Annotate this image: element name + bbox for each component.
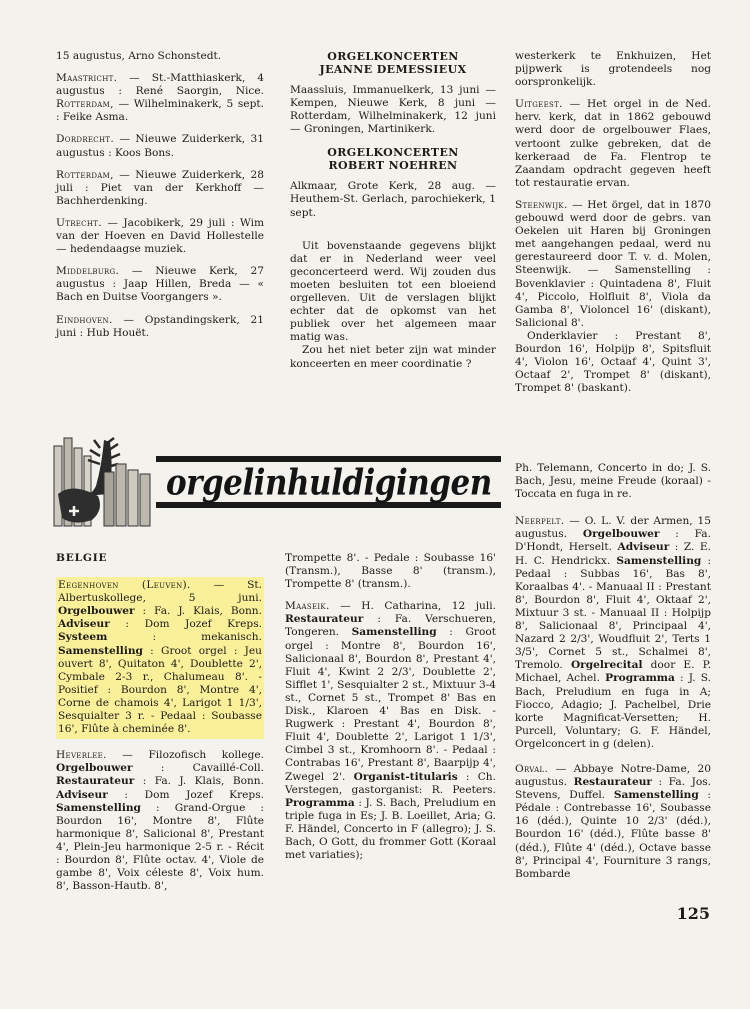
concert-entry	[56, 314, 264, 340]
entry-text: : Groot orgel : Jeu ouvert 8', Quitaton 4', Doublette 2', Cymbale 2-3 r., Chalumeau 8'. - Positief : Bourdon 8', Montre 4', Corne de chamois 4', Larigot 1 1/3', Sesquialter 3 r. - Pedaal : Soubasse 16', Flûte à cheminée 8'.	[58, 644, 262, 736]
place-name: Dordrecht.	[56, 133, 114, 146]
field-label: Programma	[285, 796, 355, 809]
concert-entry	[56, 72, 264, 124]
field-label: Programma	[605, 672, 675, 685]
page-number: 125	[676, 904, 710, 923]
organ-entry: Ph. Telemann, Concerto in do; J. S. Bach, Jesu, meine Freude (koraal) - Toccata en fuga in re.	[515, 462, 711, 501]
field-label: Orgelrecital	[570, 659, 643, 672]
organ-entry	[515, 515, 711, 751]
organ-entry: Onderklavier : Prestant 8', Bourdon 16', Holpijp 8', Spitsfluit 4', Violon 16', Octaaf 4', Quint 3', Octaaf 2', Trompet 8' (diskant), Trompet 8' (baskant).	[515, 329, 711, 395]
banner-title: orgelinhuldigingen	[166, 462, 492, 504]
organ-entry: Trompette 8'. - Pedale : Soubasse 16' (Transm.), Basse 8' (transm.), Trompette 8' (transm.).	[285, 552, 496, 591]
field-label: Restaurateur	[56, 775, 135, 788]
entry-text: — St.-Matthiaskerk, 4 augustus : René Saorgin, Nice.	[56, 72, 264, 98]
field-label: Systeem	[58, 631, 108, 644]
section-heading	[290, 146, 496, 172]
entry-text: — Filozofisch kollege.	[106, 749, 264, 762]
place-name: Maaseik.	[285, 600, 330, 613]
entry-text: : mekanisch.	[107, 631, 262, 644]
country-heading: BELGIE	[56, 552, 108, 564]
place-name: Rotterdam,	[56, 98, 114, 111]
place-name: Neerpelt.	[515, 515, 565, 528]
entry-text: : Fa. J. Klais, Bonn.	[134, 605, 262, 618]
entry-text: — Nieuwe Kerk, 27 augustus : Jaap Hillen, Breda — « Bach en Duitse Voorgangers ».	[56, 265, 264, 304]
concert-entry	[56, 217, 264, 256]
entry-text: — Het örgel, dat in 1870 gebouwd werd door de gebrs. van Oekelen uit Haren bij Groningen met aangehangen pedaal, werd nu gerestaureerd door T. v. d. Molen, Steenwijk. — Samenstelling : Bovenklavier : Quintadena 8', Fluit 4', Piccolo, Holfluit 8', Viola da Gamba 8', Violoncel 16' (diskant), Salicional 8'.	[515, 198, 711, 329]
heading-line: ORGELKONCERTEN	[327, 146, 459, 160]
field-label: Adviseur	[617, 541, 670, 554]
heading-line: ROBERT NOEHREN	[328, 159, 458, 173]
entry-text: : J. S. Bach, Preludium en fuga in A; Fiocco, Adagio; J. Pachelbel, Drie korte Magnificat-Versetten; H. Purcell, Voluntary; G. F. Händel, Orgelconcert in g (delen).	[515, 672, 712, 750]
concert-entry	[56, 265, 264, 304]
commentary-paragraph: Zou het niet beter zijn wat minder konceerten en meer coordinatie ?	[290, 344, 496, 370]
place-name: Eegenhoven (Leuven).	[58, 579, 191, 592]
entry-text: — Het orgel in de Ned. herv. kerk, dat in 1862 gebouwd werd door de orgelbouwer Flaes, vertoont zulke gebreken, dat de kerkeraad de Fa. Flentrop te Zaandam opdracht gegeven heeft tot restauratie ervan.	[515, 98, 711, 189]
concert-entry	[56, 133, 264, 159]
entry-text: — Jacobikerk, 29 juli : Wim van der Hoeven en David Hollestelle — hedendaagse muziek.	[56, 216, 264, 256]
concert-entry: Maassluis, Immanuelkerk, 13 juni — Kempen, Nieuwe Kerk, 8 juni — Rotterdam, Wilhelminakerk, 12 juni — Groningen, Martinikerk.	[290, 84, 496, 136]
concert-entry: 15 augustus, Arno Schonstedt.	[56, 50, 222, 62]
column-bottom-middle	[285, 552, 496, 871]
entry-text: : Cavaillé-Coll.	[132, 762, 264, 775]
organ-entry	[285, 600, 496, 862]
column-bottom-left	[56, 552, 264, 902]
entry-text: : Dom Jozef Kreps.	[109, 618, 262, 631]
entry-text: : Pédale : Contrebasse 16', Soubasse 16 (déd.), Quinte 10 2/3' (déd.), Bourdon 16' (déd.), Flûte basse 8' (déd.), Flûte 4' (déd.), Octave basse 8', Principal 4', Fourniture 3 rangs, Bombarde	[515, 789, 711, 880]
heading-line: JEANNE DEMESSIEUX	[319, 63, 467, 76]
entry-text: — St. Albertuskollege, 5 juni.	[58, 579, 262, 605]
commentary-paragraph: Uit bovenstaande gegevens blijkt dat er in Nederland weer veel geconcerteerd werd. Wij zouden dus moeten besluiten tot een bloeiend orgelleven. Uit de verslagen blijkt echter dat de opkomst van het publiek over het algemeen maar matig was.	[290, 239, 496, 344]
concert-entry	[56, 169, 264, 208]
field-label: Samenstelling	[616, 554, 702, 567]
entry-text: : J. S. Bach, Preludium en triple fuga in Es; J. B. Loeillet, Aria; G. F. Händel, Concerto in F (allegro); J. S. Bach, O Gott, du frommer Gott (Koraal met variaties);	[285, 796, 496, 862]
organ-entry	[515, 98, 711, 190]
field-label: Restaurateur	[285, 613, 364, 626]
field-label: Samenstelling	[613, 789, 699, 802]
heading-line: ORGELKONCERTEN	[327, 50, 459, 63]
entry-text: : Fa. D'Hondt, Herselt.	[515, 528, 711, 554]
organ-entry	[56, 749, 264, 893]
field-label: Adviseur	[58, 618, 110, 631]
organ-entry: westerkerk te Enkhuizen, Het pijpwerk is grotendeels nog oorspronkelijk.	[515, 50, 711, 89]
field-label: Samenstelling	[58, 644, 143, 657]
field-label: Orgelbouwer	[582, 528, 660, 541]
place-name: Rotterdam,	[56, 168, 114, 181]
field-label: Orgelbouwer	[56, 762, 133, 775]
entry-text: : Grand-Orgue : Bourdon 16', Montre 8', Flûte harmonique 8', Salicional 8', Prestant 4', Plein-Jeu harmonique 2-5 r. - Récit : Bourdon 8', Flûte octav. 4', Viole de gambe 8', Voix céleste 8', Voix hum. 8', Basson-Hautb. 8',	[56, 801, 264, 893]
entry-text: — Opstandingskerk, 21 juni : Hub Houët.	[56, 313, 264, 339]
entry-text: — Abbaye Notre-Dame, 20 augustus.	[515, 762, 711, 789]
entry-text: : Ch. Verstegen, gastorganist: R. Peeters.	[285, 770, 496, 796]
concert-entry: Alkmaar, Grote Kerk, 28 aug. — Heuthem-St. Gerlach, parochiekerk, 1 sept.	[290, 180, 496, 219]
entry-text: — H. Catharina, 12 juli.	[329, 600, 496, 613]
entry-text: : Groot orgel : Montre 8', Bourdon 16', Salicionaal 8', Bourdon 8', Prestant 4', Fluit 4', Kwint 2 2/3', Doublette 2', Sifflet 1', Sesquialter 2 st., Mixtuur 3-4 st., Cornet 5 st., Trompet 8' Bas en Disk., Klaroen 4' Bas en Disk. - Rugwerk : Prestant 4', Bourdon 8', Fluit 4', Doublette 2', Larigot 1 1/3', Cimbel 3 st., Kromhoorn 8'. - Pedaal : Contrabas 16', Prestant 8', Baarpijp 4', Zwegel 2'.	[285, 626, 496, 783]
entry-text: — Wilhelminakerk, 5 sept. : Feike Asma.	[56, 98, 264, 124]
entry-text: : Fa. J. Klais, Bonn.	[134, 775, 264, 788]
field-label: Adviseur	[56, 788, 108, 801]
place-name: Eindhoven.	[56, 313, 113, 326]
place-name: Uitgeest.	[515, 98, 563, 111]
entry-text: — O. L. V. der Armen, 15 augustus.	[515, 515, 711, 541]
section-heading	[290, 50, 496, 76]
field-label: Samenstelling	[351, 626, 437, 639]
entry-text: — Nieuwe Zuiderkerk, 31 augustus : Koos Bons.	[56, 133, 264, 159]
highlighted-entry	[56, 577, 264, 739]
column-top-right	[515, 50, 711, 404]
entry-text: : Dom Jozef Kreps.	[107, 788, 264, 801]
column-bottom-right	[515, 462, 711, 890]
column-top-left	[56, 50, 264, 349]
field-label: Restaurateur	[573, 776, 652, 789]
place-name: Middelburg.	[56, 265, 120, 278]
banner-title-bar	[156, 456, 501, 508]
place-name: Utrecht.	[56, 216, 102, 229]
organ-entry	[515, 763, 711, 881]
place-name: Orval.	[515, 762, 549, 775]
field-label: Samenstelling	[56, 801, 141, 814]
place-name: Heverlee.	[56, 749, 107, 762]
place-name: Steenwijk.	[515, 198, 568, 211]
entry-text: — Nieuwe Zuiderkerk, 28 juli : Piet van der Kerkhoff — Bachherdenking.	[56, 168, 264, 207]
place-name: Maastricht.	[56, 72, 118, 85]
entry-text: door E. P. Michael, Achel.	[515, 659, 712, 685]
field-label: Orgelbouwer	[58, 605, 135, 618]
organ-entry	[515, 199, 711, 330]
entry-text: : Fa. Jos. Stevens, Duffel.	[515, 776, 711, 802]
field-label: Organist-titularis	[353, 770, 458, 783]
column-top-middle	[290, 50, 496, 380]
entry-text: : Pedaal : Subbas 16', Bas 8', Koraalbas 4'. - Manuaal II : Prestant 8', Bourdon 8', Fluit 4', Oktaaf 2', Mixtuur 3 st. - Manuaal II : Holpijp 8', Salicionaal 8', Principaal 4', Nazard 2 2/3', Woudfluit 2', Terts 1 3/5', Cornet 5 st., Schalmei 8', Tremolo.	[515, 554, 712, 672]
organ-hand-illustration	[44, 434, 164, 530]
entry-text: : Z. E. H. C. Hendrickx.	[515, 541, 711, 567]
entry-text: : Fa. Verschueren, Tongeren.	[285, 613, 496, 639]
section-banner	[44, 434, 506, 530]
